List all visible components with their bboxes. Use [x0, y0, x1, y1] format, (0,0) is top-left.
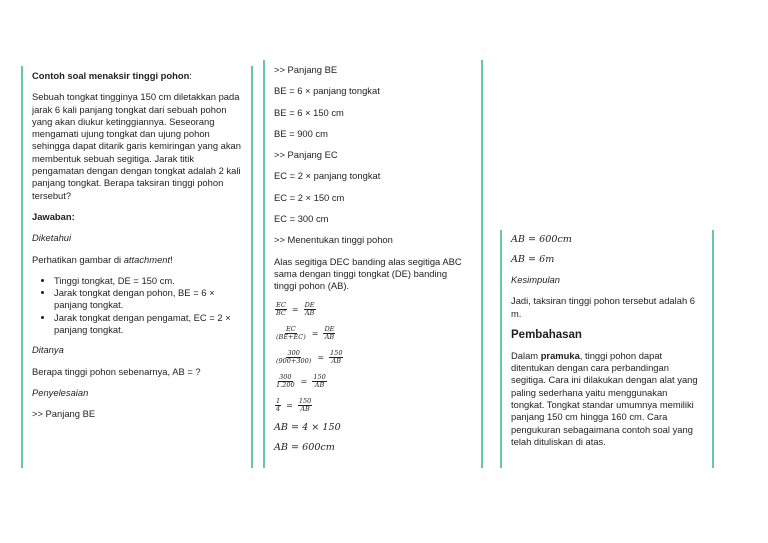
list-item: • Jarak tongkat dengan pohon, BE = 6 × panjang tongkat.: [54, 287, 242, 312]
equation-ratio-5: [274, 398, 472, 413]
column-question: [21, 66, 253, 468]
step-line: BE = 900 cm: [274, 127, 328, 139]
denominator: (BE+EC): [276, 332, 306, 341]
equation-ab-result: AB = 600cm: [274, 441, 335, 453]
solution-label: Penyelesaian: [32, 386, 89, 398]
equals-sign: =: [317, 352, 325, 362]
equation-ab-m: AB = 6m: [511, 254, 555, 265]
denominator: AB: [314, 380, 325, 389]
numerator: 150: [330, 348, 343, 357]
column-conclusion: [500, 230, 714, 468]
fraction-right: [329, 350, 343, 365]
attachment-word: attachment: [123, 253, 171, 265]
denominator: AB: [324, 332, 335, 341]
denominator: AB: [304, 308, 315, 317]
given-list: [32, 275, 242, 336]
denominator: (900+300): [276, 356, 312, 365]
fraction-left: [275, 350, 312, 365]
solution-step: >> Panjang BE: [32, 408, 96, 420]
equals-sign: =: [311, 328, 319, 338]
numerator: DE: [324, 324, 335, 333]
denominator: 4: [276, 404, 281, 413]
problem-text: Sebuah tongkat tingginya 150 cm diletakkan pada jarak 6 kali panjang tongkat dari sebuah pohon yang akan diukur ketinggiannya. Seseorang mengamati ujung tongkat dan ujung pohon sehingga dapat ditarik garis kemiringan yang akan membentuk sebuah segitiga. Jarak titik pengamatan dengan dengan tongkat adalah 2 kali panjang tongkat. Berapa taksiran tinggi pohon tersebut?: [32, 91, 241, 201]
attachment-note-post: !: [170, 253, 173, 265]
equation-ratio-1: [274, 302, 472, 317]
answer-label: Jawaban:: [32, 210, 75, 222]
numerator: DE: [304, 300, 315, 309]
denominator: AB: [331, 356, 341, 365]
step-line: BE = 6 × 150 cm: [274, 106, 344, 118]
heading-text: Contoh soal menaksir tinggi pohon: [32, 70, 190, 81]
numerator: 150: [313, 372, 326, 381]
denominator: 1.200: [276, 380, 295, 389]
column-solution: [263, 60, 483, 468]
discussion-text: [511, 350, 703, 448]
conclusion-label: Kesimpulan: [511, 274, 560, 285]
ratio-explanation: Alas segitiga DEC banding alas segitiga ABC sama dengan tinggi tongkat (DE) banding tinggi pohon (AB).: [274, 255, 462, 292]
question-heading: [32, 70, 242, 82]
denominator: AB: [300, 404, 310, 413]
numerator: 150: [298, 396, 312, 405]
discussion-bold: pramuka: [540, 349, 580, 361]
step-line: >> Panjang EC: [274, 149, 338, 161]
heading-colon: :: [189, 70, 192, 81]
step-line: EC = 2 × 150 cm: [274, 191, 345, 203]
fraction-left: [275, 374, 296, 389]
equation-ratio-4: [274, 374, 472, 389]
conclusion-text: Jadi, taksiran tinggi pohon tersebut adalah 6 m.: [511, 295, 695, 319]
fraction-left: [275, 302, 287, 317]
equation-ab-product: AB = 4 × 150: [274, 421, 341, 433]
numerator: 1: [276, 396, 281, 405]
equation-ratio-3: [274, 350, 472, 365]
step-line: >> Panjang BE: [274, 64, 338, 75]
step-line: >> Menentukan tinggi pohon: [274, 234, 393, 246]
asked-question: Berapa tinggi pohon sebenarnya, AB = ?: [32, 365, 201, 377]
fraction-right: [312, 374, 326, 389]
fraction-right: [304, 302, 316, 317]
fraction-right: [298, 398, 312, 413]
discussion-post: , tinggi pohon dapat ditentukan dengan cara perbandingan segitiga. Cara ini dilakukan dengan alat yang paling sederhana yaitu menggunakan tongkat. Tongkat standar umumnya memiliki panjang 150 cm hingga 160 cm. Cara pengukuran sebagaimana contoh soal yang telah dituliskan di atas.: [511, 349, 698, 447]
attachment-note: [32, 254, 242, 266]
equals-sign: =: [291, 304, 299, 314]
discussion-pre: Dalam: [511, 349, 541, 361]
fraction-left: [275, 398, 281, 413]
list-item: • Tinggi tongkat, DE = 150 cm.: [54, 275, 242, 287]
numerator: EC: [276, 300, 286, 309]
step-line: EC = 300 cm: [274, 213, 329, 225]
equation-ratio-2: [274, 326, 472, 341]
asked-label: Ditanya: [32, 344, 64, 356]
equation-ab-cm: AB = 600cm: [511, 234, 572, 245]
numerator: 300: [279, 372, 292, 381]
denominator: BC: [276, 308, 286, 317]
step-line: BE = 6 × panjang tongkat: [274, 85, 380, 97]
given-label: Diketahui: [32, 232, 72, 244]
attachment-note-pre: Perhatikan gambar di: [32, 253, 124, 265]
equals-sign: =: [286, 400, 293, 410]
numerator: EC: [286, 324, 296, 333]
numerator: 300: [287, 348, 300, 357]
equals-sign: =: [300, 376, 308, 386]
discussion-heading: Pembahasan: [511, 328, 582, 341]
list-item: • Jarak tongkat dengan pengamat, EC = 2 × panjang tongkat.: [54, 312, 242, 337]
fraction-right: [323, 326, 335, 341]
step-line: EC = 2 × panjang tongkat: [274, 170, 381, 182]
fraction-left: [275, 326, 307, 341]
